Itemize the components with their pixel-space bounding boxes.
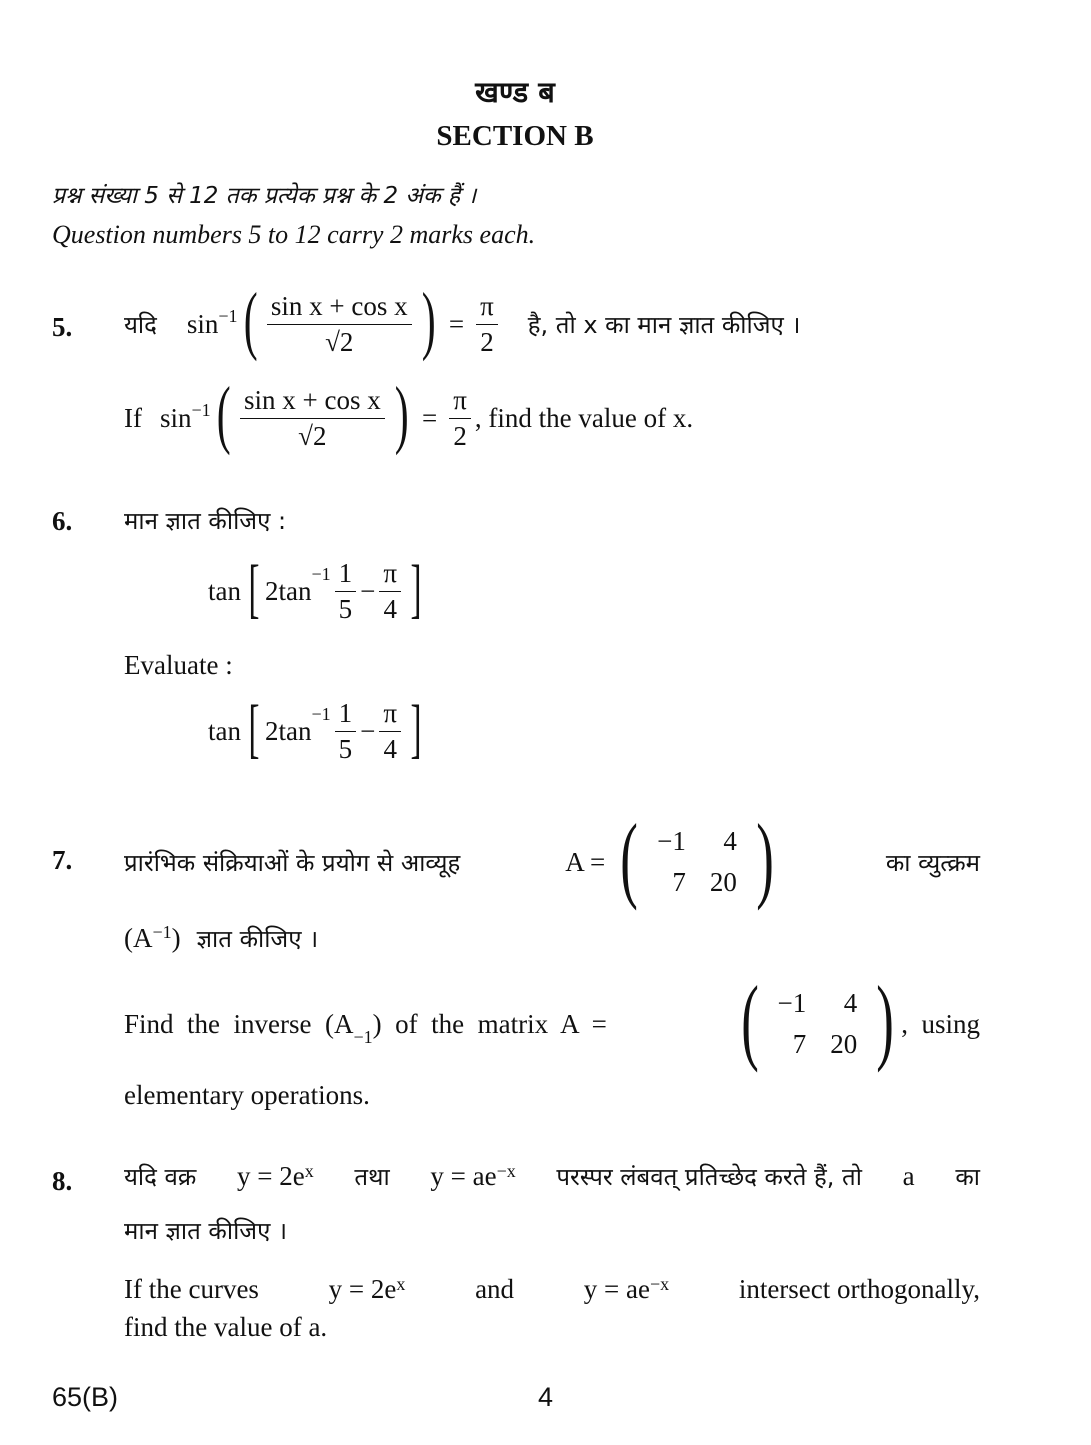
- q6-e2-coef: 2: [264, 716, 279, 746]
- question-6-number: 6.: [52, 506, 73, 536]
- q8-en-eq2-exp: −x: [649, 1274, 670, 1294]
- q6-e1-frac1-den: 5: [338, 594, 353, 624]
- q5-en-numerator: sin x + cos x: [240, 385, 385, 419]
- page-number: 4: [537, 1382, 554, 1412]
- q5-hi-exp: −1: [218, 306, 238, 326]
- q6-english-prompt: Evaluate :: [124, 650, 233, 680]
- q5-en-fraction: [240, 385, 385, 452]
- q6-e1-frac2-num: π: [379, 558, 401, 592]
- q8-hi-ka: का: [955, 1163, 980, 1191]
- q5-hi-open-paren: (: [243, 278, 258, 362]
- q5-en-exp: −1: [191, 400, 211, 420]
- q5-hi-if: यदि: [124, 310, 157, 339]
- q5-en-denominator: √2: [298, 420, 327, 451]
- q6-e1-frac1: [335, 558, 357, 625]
- q5-en-tail: , find the value of x.: [474, 402, 694, 433]
- q5-hi-func: sin: [186, 308, 219, 339]
- q5-en-rhs-num: π: [449, 385, 471, 419]
- q8-en-eq1-exp: x: [396, 1274, 406, 1294]
- q6-e2-frac1-num: 1: [335, 698, 357, 732]
- question-7-number: 7.: [52, 845, 73, 875]
- q8-hi-eq1: [237, 1161, 314, 1192]
- q7-hindi-line-1: [124, 804, 980, 911]
- q6-e1-frac1-num: 1: [335, 558, 357, 592]
- q5-hi-equals: =: [448, 308, 465, 339]
- q6-e2-inner: tan: [278, 716, 312, 746]
- q8-en-and: and: [475, 1274, 515, 1304]
- q8-hi-a: यदि वक्र: [124, 1163, 197, 1191]
- q7-en-text: [124, 1001, 607, 1048]
- q6-e2-minus: −: [360, 716, 376, 746]
- question-8-number: 8.: [52, 1166, 73, 1196]
- q7-en-m21: 7: [792, 1029, 807, 1059]
- q7-en-matrix-expr: [734, 966, 980, 1073]
- q8-hi-eq1-base: y = 2e: [237, 1161, 305, 1191]
- section-title: SECTION B: [436, 120, 594, 152]
- q6-e2-close-bracket: ]: [410, 691, 422, 765]
- q7-english-line-2: elementary operations.: [124, 1080, 370, 1110]
- q6-e2-frac2-num: π: [379, 698, 401, 732]
- q8-hi-var-a: a: [902, 1161, 915, 1191]
- q7-en-matrix-open: (: [740, 966, 759, 1073]
- q7-hi-m12: 4: [723, 826, 737, 856]
- q6-hindi-prompt: मान ज्ञात कीजिए :: [124, 507, 287, 535]
- q5-en-rhs-den: 2: [453, 420, 467, 451]
- q8-hi-eq2: [430, 1161, 515, 1192]
- q7-en-tail: , using: [901, 1008, 980, 1039]
- q6-expression-1: [208, 551, 427, 625]
- q8-en-a: If the curves: [124, 1274, 259, 1304]
- q5-hi-rhs-num: π: [476, 291, 498, 325]
- q5-hi-fraction: [267, 291, 412, 358]
- q6-e1-frac2: [379, 558, 401, 625]
- q8-hi-eq2-base: y = ae: [430, 1161, 497, 1191]
- q5-en-equals: =: [422, 402, 438, 433]
- q7-hi-m22: 20: [709, 867, 737, 897]
- q6-e1-coef: 2: [264, 576, 279, 606]
- q7-hi-matrix-label: A =: [565, 846, 606, 877]
- q6-e2-frac2: [379, 698, 401, 765]
- q8-en-eq1-base: y = 2e: [328, 1274, 397, 1304]
- q8-en-b: intersect orthogonally,: [738, 1274, 980, 1304]
- q6-e1-minus: −: [360, 576, 376, 606]
- q5-hi-rhs-den: 2: [480, 326, 494, 357]
- q7-en-matrix-close: ): [876, 966, 895, 1073]
- hindi-section-title: खण्ड ब: [475, 75, 555, 109]
- q5-hi-denominator: √2: [325, 326, 354, 357]
- q6-e1-exp: −1: [311, 564, 331, 584]
- q7-en-m22: 20: [830, 1029, 858, 1059]
- q7-hi-m21: 7: [672, 867, 686, 897]
- paper-code: 65(B): [52, 1382, 119, 1412]
- q8-hindi-line-1: [124, 1160, 980, 1193]
- question-5-hindi: [124, 278, 801, 362]
- q6-e1-inner: tan: [278, 576, 312, 606]
- q6-e1-open-bracket: [: [248, 551, 260, 625]
- q6-e2-exp: −1: [311, 704, 331, 724]
- q6-e2-frac1: [335, 698, 357, 765]
- q7-en-m12: 4: [843, 988, 858, 1018]
- q8-en-eq2-base: y = ae: [583, 1274, 650, 1304]
- q7-hi-line2-text: ज्ञात कीजिए ।: [196, 925, 319, 953]
- q5-en-func: sin: [159, 402, 192, 433]
- q5-en-rhs: [449, 385, 471, 452]
- q8-en-eq2: [584, 1274, 669, 1305]
- q7-en-text-b: ) of the matrix A =: [372, 1008, 607, 1039]
- q8-hi-b: परस्पर लंबवत् प्रतिच्छेद करते हैं, तो: [556, 1163, 862, 1191]
- q8-en-eq1: [329, 1274, 406, 1305]
- q7-hi-matrix-expr: [565, 804, 781, 911]
- q6-e2-open-bracket: [: [248, 691, 260, 765]
- q5-en-close-paren: ): [394, 372, 409, 456]
- q5-en-if: If: [124, 402, 142, 433]
- q8-hi-eq1-exp: x: [304, 1161, 314, 1181]
- q7-hi-A-close: ): [171, 923, 181, 953]
- q6-e2-frac2-den: 4: [383, 734, 397, 764]
- q8-hindi-line-2: मान ज्ञात कीजिए ।: [124, 1217, 288, 1245]
- q5-hi-tail: है, तो x का मान ज्ञात कीजिए ।: [527, 310, 801, 339]
- q5-hi-numerator: sin x + cos x: [267, 291, 412, 325]
- q8-hi-eq2-exp: −x: [496, 1161, 516, 1181]
- q7-en-text-a: Find the inverse (A: [124, 1008, 354, 1039]
- q7-hindi-line-2: [124, 922, 318, 955]
- q5-hi-rhs: [476, 291, 498, 358]
- q6-e1-frac2-den: 4: [383, 594, 397, 624]
- q6-e2-outer: tan: [208, 716, 241, 746]
- q7-hi-tail: का व्युत्क्रम: [885, 848, 980, 877]
- q8-hi-and: तथा: [354, 1163, 390, 1191]
- question-5-number: 5.: [52, 312, 73, 342]
- q7-hi-matrix-open: (: [620, 804, 638, 911]
- english-instructions: Question numbers 5 to 12 carry 2 marks each.: [52, 220, 536, 249]
- q7-en-m11: −1: [777, 988, 807, 1018]
- q7-hi-matrix-close: ): [756, 804, 774, 911]
- q7-en-exp: −1: [353, 1026, 373, 1047]
- q7-hi-m11: −1: [657, 826, 686, 856]
- q6-e1-close-bracket: ]: [410, 551, 422, 625]
- q8-english-line-2: find the value of a.: [124, 1312, 328, 1342]
- q6-expression-2: [208, 691, 427, 765]
- q8-english-line-1: [124, 1274, 980, 1305]
- q5-en-open-paren: (: [216, 372, 231, 456]
- q7-hi-matrix: [613, 804, 781, 911]
- q7-en-matrix: [734, 966, 902, 1073]
- hindi-instructions: प्रश्न संख्या 5 से 12 तक प्रत्येक प्रश्न के 2 अंक हैं ।: [52, 183, 477, 209]
- q6-e1-outer: tan: [208, 576, 241, 606]
- q6-e2-frac1-den: 5: [338, 734, 353, 764]
- q7-hi-A-exp: −1: [152, 922, 172, 942]
- question-5-english: [124, 372, 694, 456]
- q7-english-line-1: [124, 966, 980, 1073]
- q7-hi-A: (A: [124, 923, 153, 953]
- q7-hi-text: प्रारंभिक संक्रियाओं के प्रयोग से आव्यूह: [124, 848, 461, 877]
- q5-hi-close-paren: ): [421, 278, 436, 362]
